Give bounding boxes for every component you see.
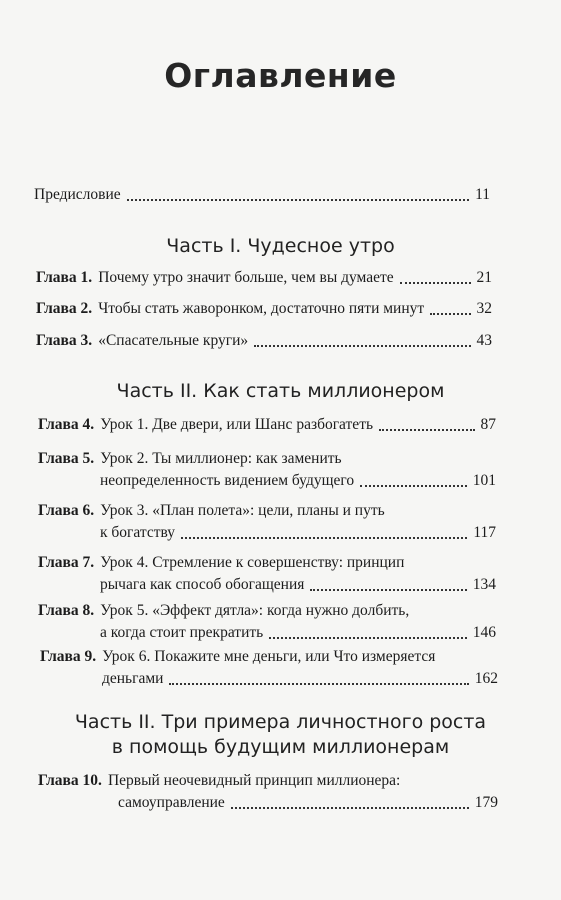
toc-entry (40, 646, 498, 690)
chapter-label: Глава 4. (38, 416, 95, 433)
toc-entry (38, 770, 498, 814)
toc-entry (38, 600, 496, 644)
part-heading-line: в помощь будущим миллионерам (111, 736, 450, 758)
entry-text: Урок 2. Ты миллионер: как заменить (100, 450, 342, 467)
chapter-label: Глава 10. (38, 772, 102, 789)
entry-page: 32 (476, 300, 492, 317)
entry-text-continued: неопределенность видением будущего (100, 472, 355, 489)
leader-dots (379, 428, 474, 431)
entry-page: 11 (475, 186, 490, 203)
leader-dots (231, 806, 469, 809)
entry-text: Урок 5. «Эффект дятла»: когда нужно долбить, (100, 602, 410, 619)
leader-dots (254, 344, 470, 347)
entry-page: 162 (474, 670, 498, 687)
entry-text: «Спасательные круги» (98, 332, 249, 349)
part-heading-line: Часть II. Три примера личностного роста (74, 711, 487, 733)
chapter-label: Глава 6. (38, 502, 95, 519)
chapter-label: Глава 7. (38, 554, 95, 571)
part-heading: Часть I. Чудесное утро (166, 235, 395, 257)
page-title: Оглавление (164, 56, 397, 95)
chapter-label: Глава 5. (38, 450, 95, 467)
entry-text: Урок 1. Две двери, или Шанс разбогатеть (100, 416, 374, 433)
part-heading: Часть II. Как стать миллионером (116, 380, 445, 402)
toc-entry (36, 298, 492, 320)
entry-page: 43 (476, 332, 492, 349)
entry-text: Чтобы стать жаворонком, достаточно пяти минут (98, 300, 425, 317)
chapter-label: Глава 8. (38, 602, 95, 619)
toc-entry (38, 552, 496, 596)
entry-text: Урок 6. Покажите мне деньги, или Что измеряется (102, 648, 436, 665)
leader-dots (269, 636, 467, 639)
entry-text-continued: рычага как способ обогащения (100, 576, 305, 593)
leader-dots (127, 198, 469, 201)
entry-text: Первый неочевидный принцип миллионера: (107, 772, 401, 789)
entry-text-continued: деньгами (102, 670, 164, 687)
toc-entry (38, 500, 496, 544)
toc-entry (38, 414, 496, 436)
part-heading (0, 710, 561, 760)
entry-text-continued: самоуправление (118, 794, 225, 811)
entry-page: 117 (473, 524, 496, 541)
entry-page: 179 (474, 794, 498, 811)
entry-text: Урок 3. «План полета»: цели, планы и путь (100, 502, 385, 519)
entry-text-continued: а когда стоит прекратить (100, 624, 264, 641)
leader-dots (430, 312, 470, 315)
toc-entry-preface (34, 184, 490, 206)
toc-entry (36, 330, 492, 352)
entry-text-continued: к богатству (100, 524, 176, 541)
entry-text: Почему утро значит больше, чем вы думаете (98, 269, 394, 286)
leader-dots (181, 536, 467, 539)
leader-dots (169, 682, 468, 685)
entry-text: Предисловие (34, 186, 121, 203)
leader-dots (310, 588, 466, 591)
entry-page: 87 (480, 416, 496, 433)
toc-entry (38, 448, 496, 492)
leader-dots (400, 281, 471, 284)
entry-page: 101 (472, 472, 496, 489)
leader-dots (360, 484, 467, 487)
entry-page: 146 (472, 624, 496, 641)
chapter-label: Глава 9. (40, 648, 97, 665)
entry-page: 134 (472, 576, 496, 593)
entry-text: Урок 4. Стремление к совершенству: принцип (100, 554, 405, 571)
chapter-label: Глава 2. (36, 300, 93, 317)
chapter-label: Глава 3. (36, 332, 93, 349)
chapter-label: Глава 1. (36, 269, 93, 286)
toc-entry (36, 267, 492, 289)
entry-page: 21 (476, 269, 492, 286)
